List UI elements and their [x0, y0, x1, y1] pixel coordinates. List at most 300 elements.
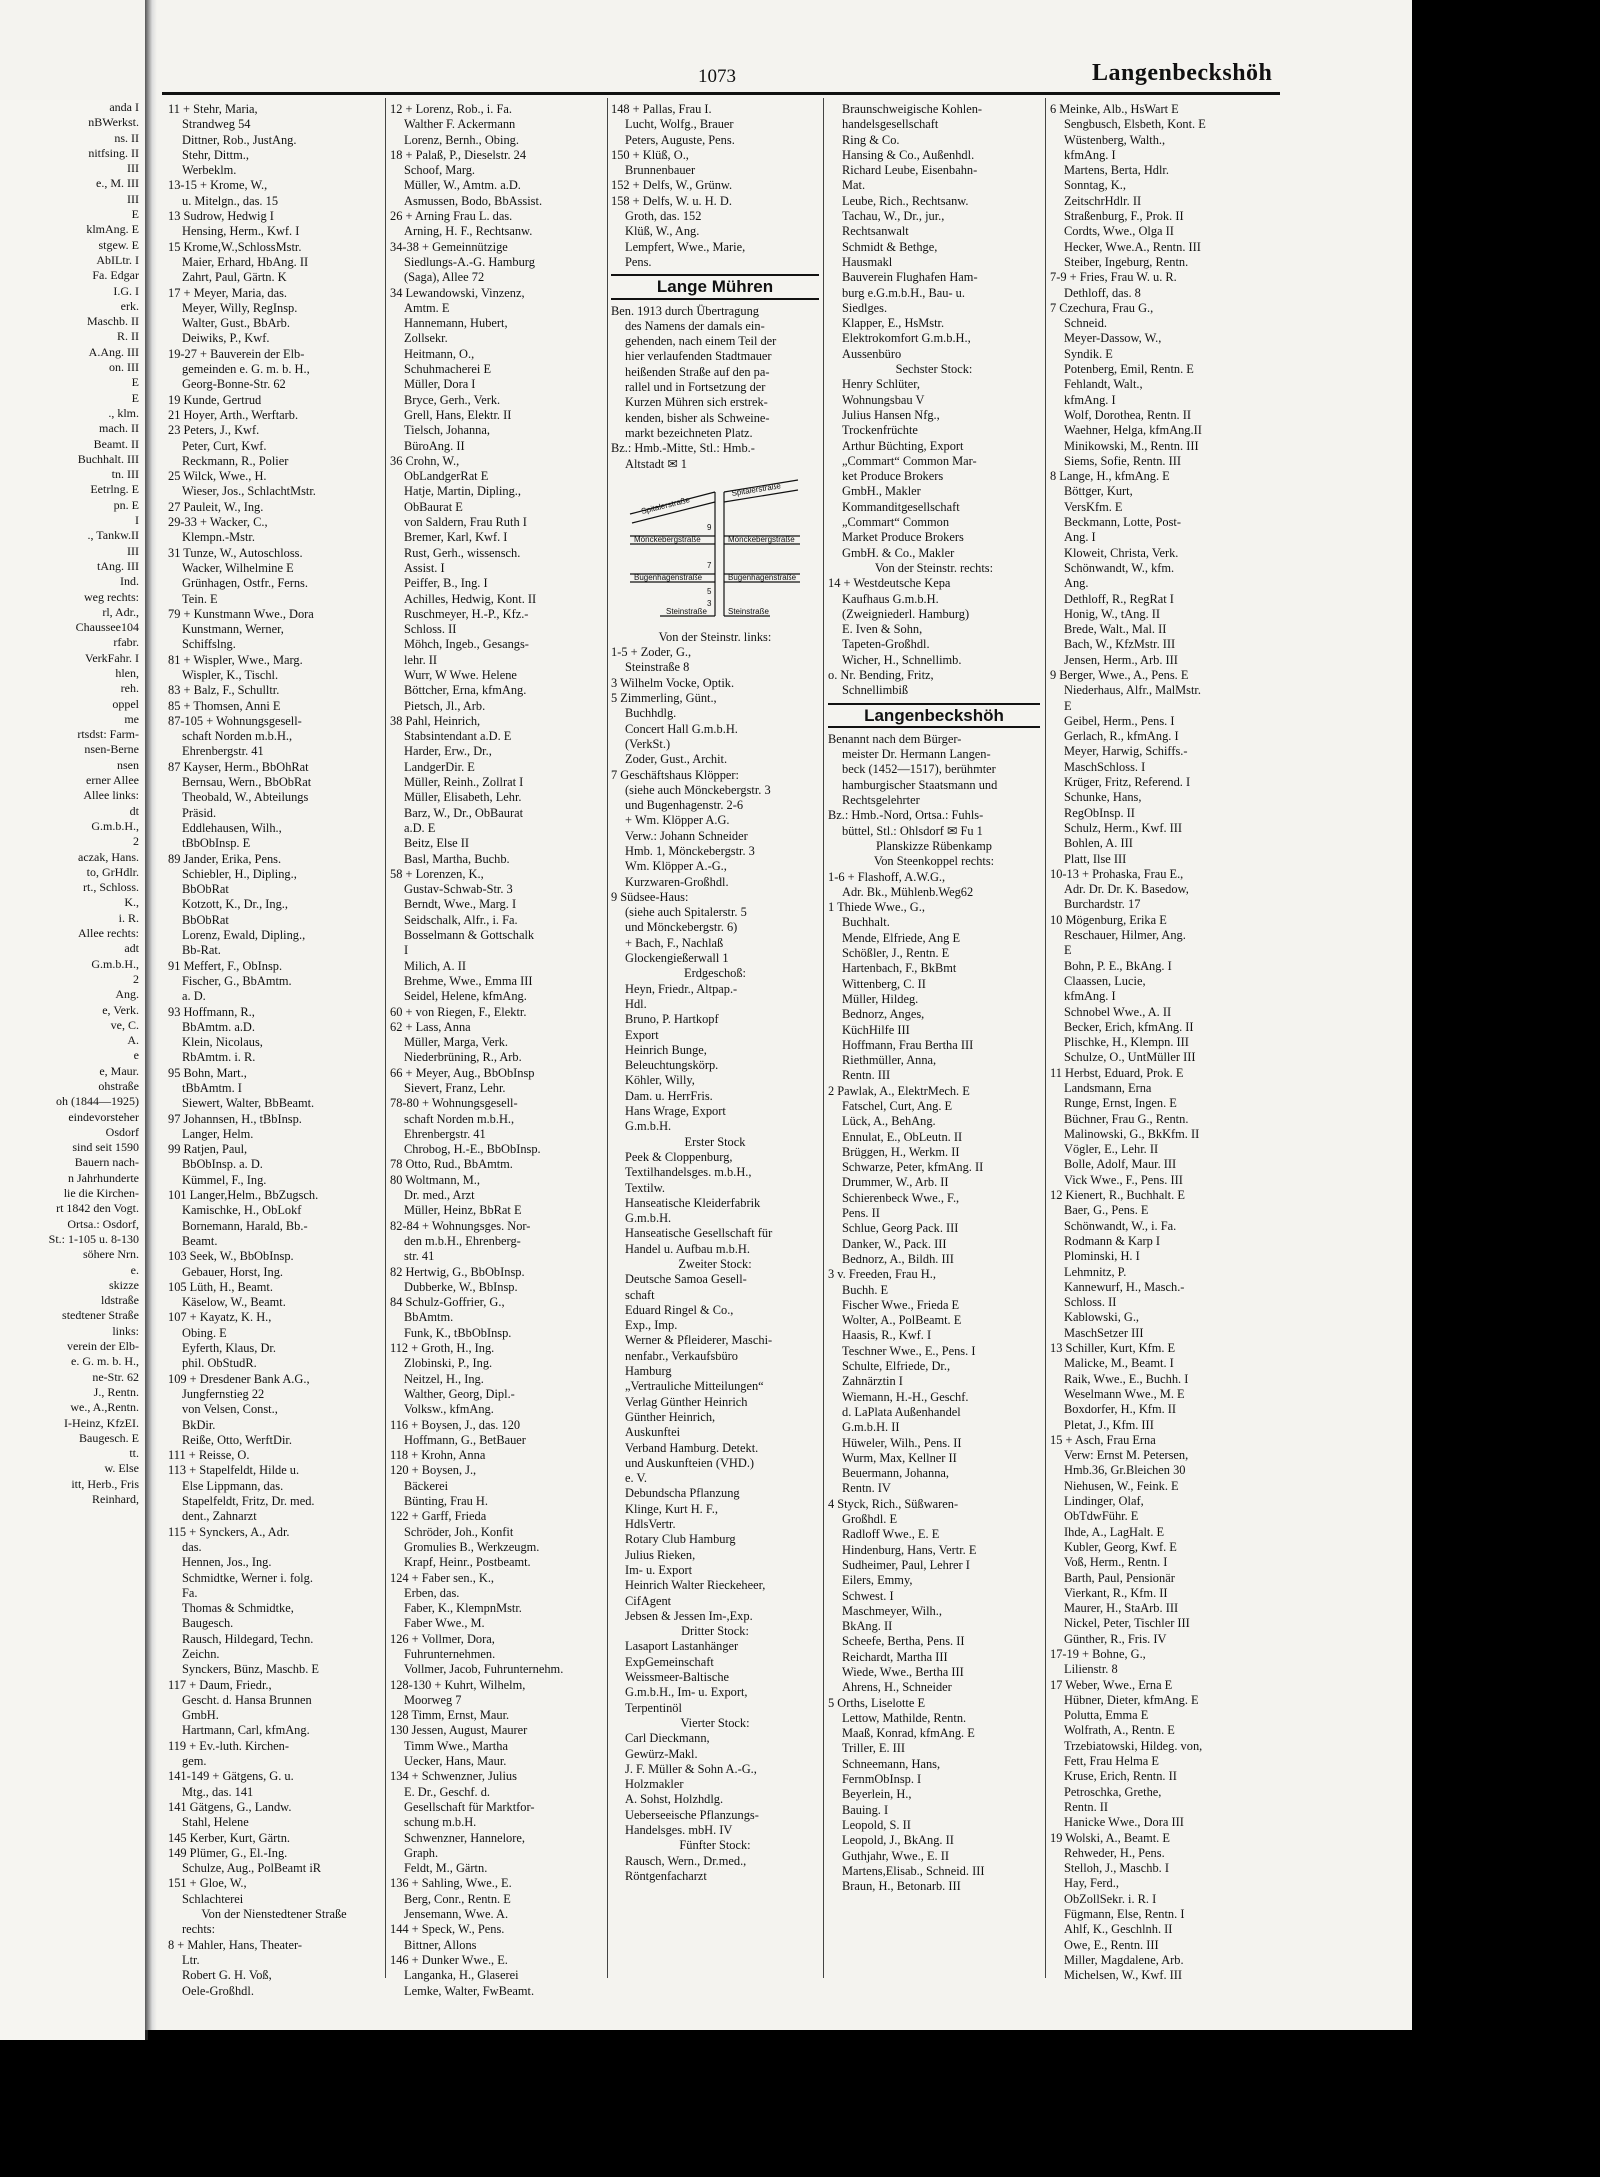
directory-line: Hatje, Martin, Dipling., [404, 484, 522, 499]
directory-line: Pletat, J., Kfm. III [1064, 1417, 1154, 1432]
directory-line: Braun, H., Betonarb. III [842, 1879, 961, 1894]
directory-line: Buchhalt. III [77, 451, 139, 466]
directory-line: Bednorz, A., Bildh. III [842, 1251, 954, 1266]
directory-line: 62 + Lass, Anna [390, 1019, 471, 1034]
directory-line: skizze [109, 1277, 139, 1292]
directory-line: GmbH. & Co., Makler [842, 545, 955, 560]
directory-line: Ang. [1064, 576, 1089, 591]
directory-line: Fett, Frau Helma E [1064, 1754, 1159, 1769]
directory-line: Heitmann, O., [404, 346, 475, 361]
directory-line: Kurzwaren-Großhdl. [625, 874, 729, 889]
directory-line: Rentn. IV [842, 1481, 891, 1496]
directory-line: handelsgesellschaft [842, 117, 939, 132]
directory-line: Klüß, W., Ang. [625, 224, 700, 239]
directory-line: 6 Meinke, Alb., HsWart E [1050, 102, 1179, 116]
page-number: 1073 [698, 66, 736, 87]
directory-line: Triller, E. III [842, 1741, 906, 1756]
directory-line: E [1064, 698, 1072, 713]
directory-line: Günther Heinrich, [625, 1409, 716, 1424]
directory-line: (siehe auch Spitalerstr. 5 [625, 905, 747, 920]
directory-line: Hecker, Wwe.A., Rentn. III [1064, 239, 1201, 254]
directory-line: Bryce, Gerh., Verk. [404, 392, 501, 407]
directory-line: a.D. E [404, 820, 436, 835]
directory-line: Schnellimbiß [842, 683, 909, 698]
directory-line: Müller, Marga, Verk. [404, 1035, 508, 1050]
directory-line: Georg-Bonne-Str. 62 [182, 377, 286, 392]
directory-line: Hoffmann, Frau Bertha III [842, 1037, 974, 1052]
directory-line: Plischke, H., Klempn. III [1064, 1035, 1189, 1050]
column-divider [823, 98, 824, 1978]
directory-line: heißenden Straße auf den pa- [625, 364, 770, 379]
directory-line: str. 41 [404, 1249, 435, 1264]
directory-line: 146 + Dunker Wwe., E. [390, 1952, 508, 1967]
directory-line: tBbAmtm. I [182, 1081, 242, 1095]
directory-line: 34-38 + Gemeinnützige [390, 239, 508, 254]
directory-line: Bz.: Hmb.-Mitte, Stl.: Hmb.- [611, 441, 755, 456]
directory-line: GmbH. [182, 1708, 219, 1723]
directory-line: Rentn. II [1064, 1799, 1109, 1814]
directory-line: rt., Schloss. [82, 880, 139, 895]
directory-line: Rentn. III [842, 1068, 891, 1083]
directory-line: Heyn, Friedr., Altpap.- [625, 981, 738, 996]
directory-line: Zoder, Gust., Archit. [625, 752, 728, 767]
directory-line: Else Lippmann, das. [182, 1478, 284, 1493]
directory-line: rl, Adr., [102, 604, 139, 619]
directory-line: 120 + Boysen, J., [390, 1463, 477, 1478]
directory-line: Honig, W., tAng. II [1064, 606, 1161, 621]
directory-line: 15 + Asch, Frau Erna [1050, 1432, 1156, 1447]
directory-line: 5 Zimmerling, Günt., [611, 691, 717, 706]
directory-line: 21 Hoyer, Arth., Werftarb. [168, 407, 299, 422]
directory-line: Chaussee104 [75, 620, 139, 635]
directory-line: u. Mitelgn., das. 15 [182, 193, 279, 208]
directory-line: rallel und in Fortsetzung der [625, 380, 766, 395]
directory-line: (Saga), Allee 72 [404, 270, 485, 285]
directory-line: Brunnenbauer [625, 163, 696, 178]
directory-line: Potenberg, Emil, Rentn. E [1064, 362, 1194, 377]
directory-line: ohstraße [98, 1079, 139, 1093]
directory-line: Fa. Edgar [92, 268, 139, 283]
directory-line: Assist. I [404, 560, 445, 575]
directory-line: Stelloh, J., Maschb. I [1064, 1861, 1169, 1876]
directory-line: Langanka, H., Glaserei [404, 1968, 519, 1983]
directory-line: I-Heinz, KfzEI. [64, 1415, 139, 1430]
directory-line: Schulze, Aug., PolBeamt iR [182, 1861, 322, 1876]
directory-line: 130 Jessen, August, Maurer [390, 1723, 528, 1738]
directory-line: Harder, Erw., Dr., [404, 744, 492, 759]
directory-line: n Jahrhunderte [68, 1170, 139, 1185]
directory-line: 148 + Pallas, Frau I. [611, 102, 712, 116]
directory-line: 5 Orths, Liselotte E [828, 1695, 926, 1710]
directory-line: 19 Wolski, A., Beamt. E [1050, 1830, 1170, 1845]
directory-line: Möhch, Ingeb., Gesangs- [404, 637, 529, 652]
directory-line: Niehusen, W., Feink. E [1064, 1478, 1179, 1493]
directory-line: und Bugenhagenstr. 2-6 [625, 798, 744, 813]
directory-line: Milich, A. II [404, 958, 466, 973]
directory-line: Cordts, Wwe., Olga II [1064, 224, 1174, 239]
directory-line: BbObRat [182, 882, 229, 897]
directory-line: Textilw. [625, 1180, 665, 1195]
directory-line: anda I [109, 100, 139, 114]
directory-line: Schnobel Wwe., A. II [1064, 1004, 1172, 1019]
directory-line: 17 Weber, Wwe., Erna E [1050, 1677, 1173, 1692]
directory-line: Walther, Georg, Dipl.- [404, 1386, 515, 1401]
map-number: 9 [707, 522, 712, 532]
directory-line: 12 Kienert, R., Buchhalt. E [1050, 1188, 1185, 1203]
directory-line: Bornemann, Harald, Bb.- [182, 1218, 308, 1233]
directory-line: Sudheimer, Paul, Lehrer I [842, 1557, 970, 1572]
directory-line: dt [129, 803, 139, 818]
directory-line: Eyferth, Klaus, Dr. [182, 1341, 276, 1356]
directory-line: Müller, Reinh., Zollrat I [404, 775, 524, 790]
directory-line: Grell, Hans, Elektr. II [404, 407, 512, 422]
directory-line: nBWerkst. [88, 115, 139, 130]
directory-line: „Vertrauliche Mitteilungen“ [625, 1379, 764, 1394]
directory-line: Tielsch, Johanna, [404, 423, 490, 438]
directory-line: Bosselmann & Gottschalk [404, 928, 535, 943]
directory-line: Hübner, Dieter, kfmAng. E [1064, 1692, 1199, 1707]
directory-line: Buchhalt. [842, 915, 890, 930]
directory-line: Kamischke, H., ObLokf [182, 1203, 302, 1218]
directory-line: St.: 1-105 u. 8-130 [48, 1231, 139, 1246]
map-number: 5 [707, 586, 712, 596]
directory-line: Feldt, M., Gärtn. [404, 1861, 488, 1876]
directory-line: Riethmüller, Anna, [842, 1053, 937, 1068]
directory-line: Wohnungsbau V [842, 392, 925, 407]
directory-line: Auskunftei [625, 1425, 681, 1440]
directory-line: Bb-Rat. [182, 943, 221, 958]
directory-line: 80 Woltmann, M., [390, 1172, 480, 1187]
directory-line: Kubler, Georg, Kwf. E [1064, 1539, 1177, 1554]
directory-line: 99 Ratjen, Paul, [168, 1142, 248, 1157]
directory-line: Asmussen, Bodo, BbAssist. [404, 193, 543, 208]
directory-line: 3 Wilhelm Vocke, Optik. [611, 675, 735, 690]
directory-line: 112 + Groth, H., Ing. [390, 1341, 495, 1356]
directory-line: 141 Gätgens, G., Landw. [168, 1799, 292, 1814]
directory-line: ket Produce Brokers [842, 469, 944, 484]
directory-line: 152 + Delfs, W., Grünw. [611, 178, 733, 193]
directory-line: 126 + Vollmer, Dora, [390, 1631, 495, 1646]
directory-line: Martens, Berta, Hdlr. [1064, 163, 1169, 178]
directory-line: e. [130, 1262, 139, 1277]
directory-line: E. Dr., Geschf. d. [404, 1784, 491, 1799]
directory-line: kfmAng. I [1064, 392, 1116, 407]
directory-line: MaschSetzer III [1064, 1325, 1144, 1340]
directory-line: Werbeklm. [182, 163, 237, 178]
directory-line: Schulze, O., UntMüller III [1064, 1050, 1196, 1065]
directory-line: Maschmeyer, Wilh., [842, 1603, 942, 1618]
directory-line: 4 Styck, Rich., Süßwaren- [828, 1496, 959, 1511]
directory-line: Rechtsanwalt [842, 224, 909, 239]
directory-line: Julius Rieken, [625, 1547, 696, 1562]
directory-line: Gerlach, R., kfmAng. I [1064, 729, 1179, 744]
column-5 [1050, 102, 1282, 1982]
directory-line: tt. [129, 1446, 139, 1461]
directory-line: Wiede, Wwe., Bertha III [842, 1664, 964, 1679]
directory-line: BbAmtm. a.D. [182, 1019, 255, 1034]
directory-line: a. D. [182, 989, 206, 1004]
directory-line: Langer, Helm. [182, 1126, 254, 1141]
directory-line: Köhler, Willy, [625, 1073, 695, 1088]
directory-line: und Mönckebergstr. 6) [625, 920, 738, 935]
directory-line: Rotary Club Hamburg [625, 1532, 736, 1547]
directory-line: Hindenburg, Hans, Vertr. E [842, 1542, 977, 1557]
directory-line: Lindinger, Olaf, [1064, 1494, 1144, 1509]
directory-line: Zahnärztin I [842, 1374, 903, 1389]
directory-line: Brehme, Wwe., Emma III [404, 973, 533, 988]
directory-line: 87-105 + Wohnungsgesell- [168, 713, 302, 728]
directory-line: 124 + Faber sen., K., [390, 1570, 495, 1585]
directory-line: Niederbrüning, R., Arb. [404, 1050, 522, 1065]
directory-line: Vögler, E., Lehr. II [1064, 1142, 1159, 1157]
directory-line: Hmb.36, Gr.Bleichen 30 [1064, 1463, 1186, 1478]
directory-line: Faber, K., KlempnMstr. [404, 1601, 522, 1616]
directory-line: Zahrt, Paul, Gärtn. K [182, 270, 287, 285]
directory-line: Syndik. E [1064, 346, 1113, 361]
directory-line: Robert G. H. Voß, [182, 1968, 272, 1983]
directory-line: Pens. [625, 254, 652, 269]
directory-line: von Saldern, Frau Ruth I [404, 515, 527, 530]
directory-line: sind seit 1590 [72, 1140, 139, 1155]
directory-line: Zlobinski, P., Ing. [404, 1356, 493, 1371]
map-label: Mönckebergstraße [728, 534, 795, 544]
directory-line: Lucht, Wolfg., Brauer [625, 117, 734, 132]
directory-line: 25 Wilck, Wwe., H. [168, 469, 267, 484]
directory-line: e. G. m. b. H., [71, 1354, 139, 1369]
directory-line: schung m.b.H. [404, 1815, 477, 1830]
directory-line: Von Steenkoppel rechts: [873, 854, 995, 869]
directory-line: Gewürz-Makl. [625, 1746, 698, 1761]
directory-line: 2 [133, 834, 139, 849]
directory-line: Henry Schlüter, [842, 377, 920, 392]
directory-line: III [127, 543, 139, 558]
directory-line: Wiemann, H.-H., Geschf. [842, 1389, 969, 1404]
directory-line: Niederhaus, Alfr., MalMstr. [1064, 683, 1201, 698]
directory-line: schaft [625, 1287, 655, 1302]
directory-line: Adr. Bk., Mühlenb.Weg62 [842, 884, 974, 899]
map-label: Spitalerstraße [640, 494, 691, 516]
directory-line: Funk, K., tBbObInsp. [404, 1325, 512, 1340]
directory-line: Michelsen, W., Kwf. III [1064, 1968, 1183, 1983]
directory-line: Bäckerei [404, 1478, 449, 1493]
directory-line: Schönwandt, W., i. Fa. [1064, 1218, 1177, 1233]
directory-line: Müller, Hildeg. [842, 991, 919, 1006]
directory-line: phil. ObStudR. [182, 1356, 257, 1371]
directory-line: 14 + Westdeutsche Kepa [828, 576, 951, 591]
directory-line: Ring & Co. [842, 132, 900, 147]
directory-line: Boxdorfer, H., Kfm. II [1064, 1402, 1177, 1417]
directory-line: adt [124, 941, 139, 956]
directory-line: 82-84 + Wohnungsges. Nor- [390, 1218, 531, 1233]
directory-line: Peiffer, B., Ing. I [404, 576, 488, 591]
directory-line: VerkFahr. I [85, 650, 139, 665]
directory-line: 9 Südsee-Haus: [611, 889, 689, 904]
directory-line: Kannewurf, H., Masch.- [1064, 1279, 1185, 1294]
directory-line: stedtener Straße [62, 1308, 139, 1323]
directory-line: ne-Str. 62 [92, 1369, 139, 1384]
directory-line: Seidschalk, Alfr., i. Fa. [404, 912, 518, 927]
directory-line: Böttcher, Erna, kfmAng. [404, 683, 527, 698]
directory-line: Schröder, Joh., Konfit [404, 1524, 514, 1539]
directory-line: Beamt. [182, 1233, 218, 1248]
directory-line: Arning, H. F., Rechtsanw. [404, 224, 533, 239]
directory-line: Berg, Conr., Rentn. E [404, 1891, 511, 1906]
map-label: Bugenhagenstraße [634, 572, 703, 582]
directory-line: Eddlehausen, Wilh., [182, 820, 282, 835]
directory-line: e [133, 1048, 139, 1063]
directory-line: Straßenburg, F., Prok. II [1064, 209, 1184, 224]
directory-line: Hdl. [625, 996, 647, 1011]
directory-line: Ruschmeyer, H.-P., Kfz.- [404, 606, 529, 621]
directory-line: Export [625, 1027, 659, 1042]
directory-line: Hausmakl [842, 254, 893, 269]
directory-line: Planskizze Rübenkamp [876, 838, 992, 853]
directory-line: Barth, Paul, Pensionär [1064, 1570, 1175, 1585]
directory-line: Bernsau, Wern., BbObRat [182, 775, 312, 790]
directory-line: 118 + Krohn, Anna [390, 1448, 486, 1463]
directory-line: schaft Norden m.b.H., [182, 729, 293, 744]
directory-line: Bohlen, A. III [1064, 836, 1133, 851]
directory-line: Pens. II [842, 1206, 880, 1221]
directory-line: Bauverein Flughafen Ham- [842, 270, 978, 285]
directory-line: Eduard Ringel & Co., [625, 1302, 734, 1317]
directory-line: Hansing & Co., Außenhdl. [842, 147, 975, 162]
directory-line: G.m.b.H. [625, 1119, 672, 1134]
directory-line: ., klm. [108, 405, 139, 420]
directory-line: tBbObInsp. E [182, 836, 251, 851]
directory-line: Arthur Büchting, Export [842, 438, 964, 453]
directory-line: Dritter Stock: [681, 1624, 749, 1639]
directory-line: Büchner, Frau G., Rentn. [1064, 1111, 1189, 1126]
directory-line: nenfabr., Verkaufsbüro [625, 1348, 738, 1363]
directory-line: Holzmakler [625, 1777, 684, 1792]
directory-line: Bruno, P. Hartkopf [625, 1012, 719, 1027]
directory-line: Schwenzner, Hannelore, [404, 1830, 525, 1845]
directory-line: 7-9 + Fries, Frau W. u. R. [1050, 270, 1177, 285]
directory-line: I.G. I [113, 283, 139, 298]
directory-line: Bolle, Adolf, Maur. III [1064, 1157, 1177, 1172]
directory-line: Stabsintendant a.D. E [404, 729, 512, 744]
map-label: Mönckebergstraße [634, 534, 701, 544]
directory-line: 113 + Stapelfeldt, Hilde u. [168, 1463, 300, 1478]
directory-line: Ahlf, K., Geschlnh. II [1064, 1922, 1173, 1937]
directory-line: Wolf, Dorothea, Rentn. II [1064, 407, 1192, 422]
directory-line: A. [127, 1033, 139, 1048]
directory-line: Schoof, Marg. [404, 163, 476, 178]
directory-line: Trockenfrüchte [842, 423, 918, 438]
directory-line: 105 Lüth, H., Beamt. [168, 1279, 273, 1294]
directory-line: Reckmann, R., Polier [182, 453, 289, 468]
directory-line: Concert Hall G.m.b.H. [625, 721, 738, 736]
directory-line: Gebauer, Horst, Ing. [182, 1264, 284, 1279]
directory-line: Baugesch. [182, 1616, 234, 1631]
directory-line: Schiebler, H., Dipling., [182, 866, 297, 881]
directory-line: 83 + Balz, F., Schulltr. [168, 683, 280, 698]
directory-line: Siewert, Walter, BbBeamt. [182, 1096, 315, 1111]
directory-line: 93 Hoffmann, R., [168, 1004, 255, 1019]
directory-line: Schunke, Hans, [1064, 790, 1142, 805]
directory-line: Ortsa.: Osdorf, [67, 1216, 139, 1231]
directory-line: Hanicke Wwe., Dora III [1064, 1815, 1184, 1830]
directory-line: Textilhandelsges. m.b.H., [625, 1165, 752, 1180]
directory-line: Ihde, A., LagHalt. E [1064, 1524, 1165, 1539]
directory-line: i. R. [118, 910, 139, 925]
directory-line: 128 Timm, Ernst, Maur. [390, 1708, 510, 1723]
directory-line: Wüstenberg, Walth., [1064, 132, 1166, 147]
directory-line: Chrobog, H.-E., BbObInsp. [404, 1142, 541, 1157]
directory-line: Baer, G., Pens. E [1064, 1203, 1149, 1218]
directory-line: Volksw., kfmAng. [404, 1402, 494, 1417]
directory-line: Voß, Herm., Rentn. I [1064, 1555, 1168, 1570]
directory-line: Schlue, Georg Pack. III [842, 1221, 959, 1236]
directory-line: Benannt nach dem Bürger- [828, 731, 962, 746]
directory-line: Schneemann, Hans, [842, 1756, 941, 1771]
directory-line: 119 + Ev.-luth. Kirchen- [168, 1738, 289, 1753]
directory-line: Lorenz, Bernh., Obing. [404, 132, 519, 147]
directory-line: tAng. III [97, 558, 139, 573]
directory-line: Scheefe, Bertha, Pens. II [842, 1634, 965, 1649]
directory-line: Weissmeer-Baltische [625, 1670, 730, 1685]
directory-line: 78 Otto, Rud., BbAmtm. [390, 1157, 513, 1172]
directory-line: Oele-Großhdl. [182, 1983, 254, 1998]
directory-line: Hennen, Jos., Ing. [182, 1555, 272, 1570]
directory-line: 81 + Wispler, Wwe., Marg. [168, 652, 303, 667]
directory-line: Hanseatische Gesellschaft für [625, 1226, 773, 1241]
directory-line: 91 Meffert, F., ObInsp. [168, 958, 283, 973]
directory-line: Tachau, W., Dr., jur., [842, 209, 945, 224]
street-heading-langenbeckshoeh: Langenbeckshöh [828, 703, 1040, 728]
directory-line: 116 + Boysen, J., das. 120 [390, 1417, 521, 1432]
directory-line: Leopold, S. II [842, 1817, 911, 1832]
directory-line: Gesellschaft für Marktfor- [404, 1799, 535, 1814]
directory-line: dent., Zahnarzt [182, 1509, 257, 1524]
directory-line: Müller, Heinz, BbRat E [404, 1203, 522, 1218]
directory-line: Dam. u. HerrFris. [625, 1088, 713, 1103]
directory-line: Kümmel, F., Ing. [182, 1172, 267, 1187]
directory-line: Wieser, Jos., SchlachtMstr. [182, 484, 316, 499]
previous-page-edge [0, 100, 148, 2040]
directory-line: 60 + von Riegen, F., Elektr. [390, 1004, 527, 1019]
directory-line: Verband Hamburg. Detekt. [625, 1440, 759, 1455]
directory-line: Guthjahr, Wwe., E. II [842, 1848, 949, 1863]
directory-line: 58 + Lorenzen, K., [390, 866, 484, 881]
directory-line: Hmb. 1, Mönckebergstr. 3 [625, 843, 755, 858]
map-label: Spitalerstraße [730, 481, 782, 498]
directory-line: Bünting, Frau H. [404, 1494, 488, 1509]
directory-line: Hanseatische Kleiderfabrik [625, 1195, 761, 1210]
directory-line: Vollmer, Jacob, Fuhrunternehm. [404, 1662, 564, 1677]
directory-line: Eilers, Emmy, [842, 1573, 913, 1588]
directory-line: Schiffslng. [182, 637, 236, 652]
directory-line: Rodmann & Karp I [1064, 1233, 1161, 1248]
directory-line: Von der Steinstr. rechts: [874, 560, 994, 575]
directory-line: Osdorf [105, 1124, 139, 1139]
directory-line: rfabr. [113, 635, 139, 650]
directory-line: BbAmtm. [404, 1310, 454, 1325]
directory-line: GmbH., Makler [842, 484, 921, 499]
directory-line: 66 + Meyer, Aug., BbObInsp [390, 1065, 535, 1080]
directory-line: BbObInsp. a. D. [182, 1157, 263, 1172]
directory-line: Raik, Wwe., E., Buchh. I [1064, 1371, 1189, 1386]
directory-line: 19-27 + Bauverein der Elb- [168, 346, 305, 361]
directory-line: 87 Kayser, Herm., BbOhRat [168, 759, 309, 774]
directory-line: Bach, W., KfzMstr. III [1064, 637, 1176, 652]
directory-line: Schlachterei [182, 1891, 244, 1906]
directory-line: Buchh. E [842, 1282, 889, 1297]
directory-line: Leopold, J., BkAng. II [842, 1833, 954, 1848]
directory-line: Hamburg [625, 1364, 672, 1379]
directory-line: Fügmann, Else, Rentn. I [1064, 1907, 1185, 1922]
